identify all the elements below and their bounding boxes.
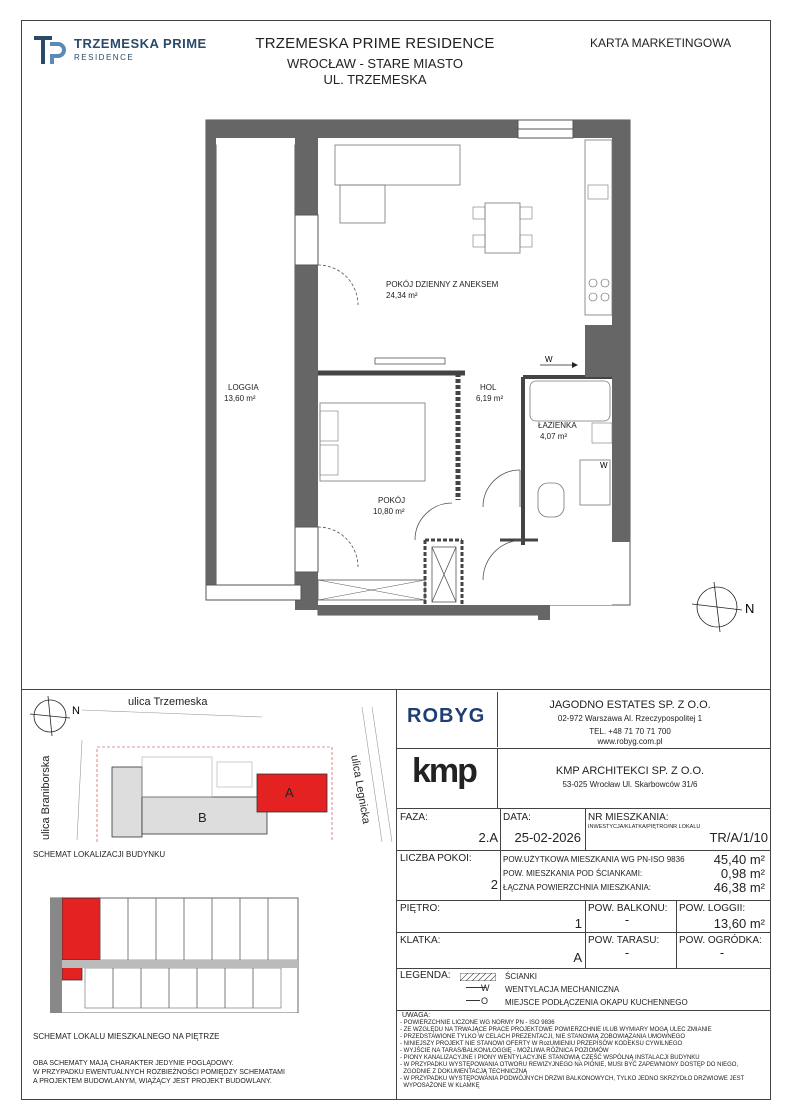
loggia-value: 13,60 m² [713, 916, 765, 931]
pu-label: POW.UŻYTKOWA MIESZKANIA WG PN-ISO 9836 [503, 855, 685, 864]
data-label: DATA: [503, 812, 531, 823]
legend-o-arrow-icon [466, 1000, 480, 1001]
notes-line: - PIONY KANALIZACYJNE I PIONY WENTYLACYJNE STANOWIĄ CZĘŚĆ WSPÓLNĄ INSTALACJI BUDYNKU [400, 1055, 700, 1061]
col-line [585, 900, 586, 968]
legend-w: WENTYLACJA MECHANICZNA [505, 985, 620, 994]
notes-line: WYPOSAŻONE W KLAMKĘ [400, 1083, 480, 1089]
terrace-value: - [624, 945, 630, 960]
room-loggia-area: 13,60 m² [224, 394, 256, 403]
row-line [396, 850, 771, 851]
rooms-count-label: LICZBA POKOI: [400, 853, 472, 864]
room-bath-name: ŁAZIENKA [538, 421, 577, 430]
nr-sub: INWESTYCJA/KLATKA/PIĘTRO/NR LOKALU [588, 824, 701, 830]
garden-value: - [719, 945, 725, 960]
pl-label: ŁĄCZNA POWIERZCHNIA MIESZKANIA: [503, 883, 652, 892]
disclaimer-2: W PRZYPADKU EWENTUALNYCH ROZBIEŻNOŚCI POMIĘDZY SCHEMATAMI [33, 1069, 285, 1076]
floor-schematic [50, 888, 300, 1013]
terrace-label: POW. TARASU: [588, 935, 660, 946]
legend-w-key: W [481, 983, 490, 993]
room-living-area: 24,34 m² [386, 291, 418, 300]
row-line [396, 748, 771, 749]
logo-name: TRZEMESKA PRIME [74, 36, 207, 51]
nr-label: NR MIESZKANIA: [588, 812, 669, 823]
page-location: WROCŁAW - STARE MIASTO [287, 56, 463, 71]
card-type: KARTA MARKETINGOWA [590, 36, 732, 50]
architect-name: KMP ARCHITEKCI SP. Z O.O. [555, 765, 705, 777]
building-a-label: A [285, 785, 294, 800]
row-line [396, 900, 771, 901]
room-living-name: POKÓJ DZIENNY Z ANEKSEM [386, 280, 499, 289]
room-hall-name: HOL [480, 383, 497, 392]
logo-divider-2 [497, 748, 498, 808]
notes-line: ZGODNIE Z DOKUMENTACJĄ TECHNICZNĄ [400, 1069, 528, 1075]
page-title: TRZEMESKA PRIME RESIDENCE [255, 35, 495, 52]
architect-address: 53-025 Wrocław Ul. Skarbowców 31/6 [562, 780, 698, 789]
room-loggia-name: LOGGIA [228, 383, 259, 392]
row-line [396, 968, 771, 969]
developer-web: www.robyg.com.pl [597, 737, 663, 746]
architect-logo: kmp [412, 752, 476, 790]
rooms-count-value: 2 [490, 877, 498, 892]
notes-line: - POWIERZCHNIE LICZONE WG NORMY PN - ISO 9836 [400, 1020, 555, 1026]
developer-phone: TEL. +48 71 70 71 700 [589, 727, 671, 736]
stairwell-value: A [573, 950, 582, 965]
ps-label: POW. MIESZKANIA POD ŚCIANKAMI: [503, 869, 643, 878]
site-plan [22, 692, 397, 842]
row-line [396, 1010, 771, 1011]
site-caption: SCHEMAT LOKALIZACJI BUDYNKU [33, 850, 166, 859]
balcony-label: POW. BALKONU: [588, 903, 668, 914]
legend-o-key: O [481, 996, 489, 1006]
row-line [396, 808, 771, 809]
row-line [396, 932, 771, 933]
notes-line: - NINIEJSZY PROJEKT NIE STANOWI OFERTY W RozUMIENIU PRZEPISÓW KODEKSU CYWILNEGO [400, 1041, 683, 1047]
room-hall-area: 6,19 m² [476, 394, 504, 403]
svg-text:N: N [745, 601, 755, 616]
balcony-value: - [624, 912, 630, 927]
col-line [500, 808, 501, 850]
faza-value: 2.A [478, 830, 498, 845]
loggia-outline [206, 120, 301, 600]
building-b-label: B [198, 810, 207, 825]
developer-name: JAGODNO ESTATES SP. Z O.O. [549, 699, 711, 711]
legend-label: LEGENDA: [400, 970, 451, 981]
disclaimer-3: A PROJEKTEM BUDOWLANYM, WIĄŻĄCY JEST PROJEKT BUDOWLANY. [33, 1078, 272, 1085]
notes-title: UWAGA: [402, 1012, 431, 1019]
vent-mark: W [545, 355, 553, 364]
compass-icon [692, 582, 754, 632]
street-right: ulica Legnicka [348, 754, 373, 825]
street-left: ulica Braniborska [40, 755, 52, 840]
site-compass-icon [30, 696, 80, 736]
logo-divider [497, 692, 498, 747]
ps-value: 0,98 m² [720, 866, 765, 881]
faza-label: FAZA: [400, 812, 428, 823]
floor-label: PIĘTRO: [400, 903, 441, 914]
page-street: UL. TRZEMESKA [323, 72, 427, 87]
loggia-label: POW. LOGGII: [679, 903, 746, 914]
street-top: ulica Trzemeska [128, 696, 208, 708]
col-line [585, 808, 586, 850]
floor-value: 1 [574, 916, 582, 931]
legend-walls: ŚCIANKI [505, 972, 538, 981]
disclaimer-1: OBA SCHEMATY MAJĄ CHARAKTER JEDYNIE POGLĄDOWY. [33, 1060, 234, 1067]
notes-line: - W PRZYPADKU WYSTĘPOWANIA OTWORU REWIZYJNEGO NA PIONIE, MUSI BYĆ ZAPEWNIONY DOSTĘP DO NIEGO, [400, 1062, 739, 1068]
room-bedroom-name: POKÓJ [378, 496, 406, 505]
developer-logo: ROBYG [407, 705, 486, 727]
pu-value: 45,40 m² [713, 852, 765, 867]
notes-line: - W PRZYPADKU WYSTĘPOWANIA PODWÓJNYCH DRZWI BALKONOWYCH, TYLKO JEDNO SKRZYDŁO DRZWIOWE JEST [400, 1076, 745, 1082]
pl-value: 46,38 m² [713, 880, 765, 895]
room-bedroom-area: 10,80 m² [373, 507, 405, 516]
developer-address: 02-972 Warszawa Al. Rzeczypospolitej 1 [557, 714, 703, 723]
notes-line: - PRZEDSTAWIONE TYLKO W CELACH PREZENTACJI, NIE STANOWIĄ ZOBOWIĄZANIA UMOWNEGO [400, 1034, 686, 1040]
nr-value: TR/A/1/10 [709, 830, 768, 845]
notes-line: - ZE WZGLĘDU NA TRWAJĄCE PRACE PROJEKTOWE POWIERZCHNIE I/LUB WYMIARY MOGĄ ULEC ZMIANIE [400, 1027, 712, 1033]
wall-hatch-icon [460, 973, 496, 981]
floor-caption: SCHEMAT LOKALU MIESZKALNEGO NA PIĘTRZE [33, 1032, 220, 1041]
floor-plan [200, 115, 780, 645]
col-line [500, 850, 501, 900]
room-bath-area: 4,07 m² [540, 432, 568, 441]
svg-text:W: W [600, 461, 608, 470]
notes-line: - WYJŚCIE NA TARAS/BALKON/LOGGIĘ - MOŻLIWA RÓŻNICA POZIOMÓW [400, 1048, 609, 1054]
garden-label: POW. OGRÓDKA: [679, 935, 762, 946]
legend-o: MIEJSCE PODŁĄCZENIA OKAPU KUCHENNEGO [505, 998, 688, 1007]
data-value: 25-02-2026 [514, 830, 581, 845]
stairwell-label: KLATKA: [400, 935, 441, 946]
svg-text:N: N [72, 705, 80, 717]
logo-sub: RESIDENCE [74, 53, 135, 62]
col-line [676, 900, 677, 968]
